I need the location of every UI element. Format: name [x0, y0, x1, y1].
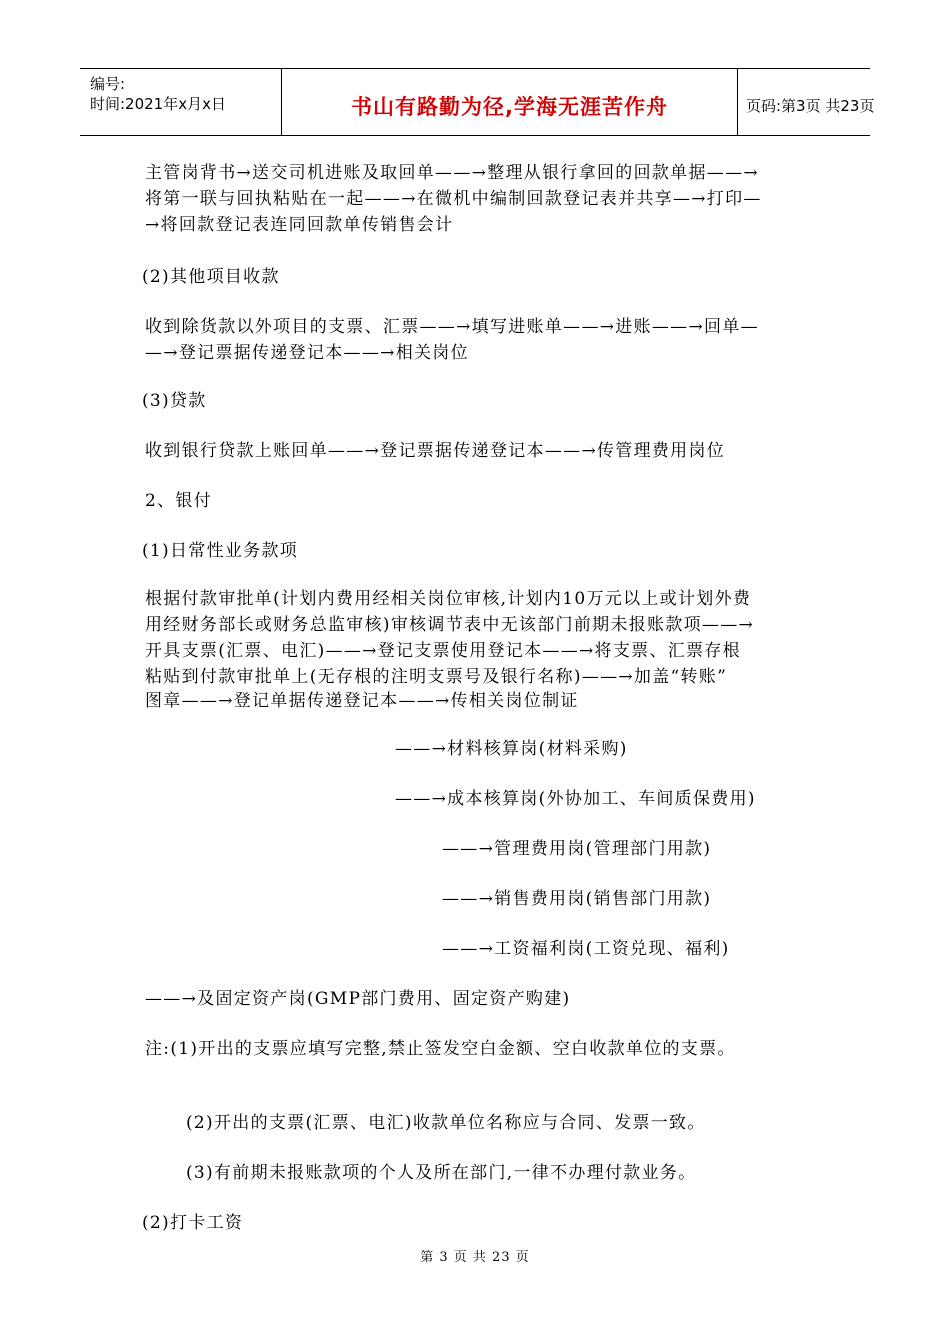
- body-line: —→登记票据传递登记本——→相关岗位: [145, 343, 469, 363]
- body-line: 开具支票(汇票、电汇)——→登记支票使用登记本——→将支票、汇票存根: [145, 641, 741, 661]
- document-header: [80, 68, 875, 136]
- note-line: (2)开出的支票(汇票、电汇)收款单位名称应与合同、发票一致。: [186, 1113, 706, 1133]
- body-line: 主管岗背书→送交司机进账及取回单——→整理从银行拿回的回款单据——→: [145, 163, 759, 183]
- body-line: →将回款登记表连同回款单传销售会计: [145, 215, 454, 235]
- section-heading: 2、银付: [145, 491, 213, 511]
- flow-branch: ——→材料核算岗(材料采购): [395, 739, 628, 759]
- flow-branch: ——→及固定资产岗(GMP部门费用、固定资产购建): [145, 989, 571, 1009]
- time-label: 时间:2021年x月x日: [90, 95, 226, 113]
- body-line: 将第一联与回执粘贴在一起——→在微机中编制回款登记表并共享—→打印—: [145, 189, 762, 209]
- flow-branch: ——→管理费用岗(管理部门用款): [442, 839, 712, 859]
- section-heading: (2)其他项目收款: [142, 267, 280, 287]
- section-heading: (1)日常性业务款项: [142, 541, 299, 561]
- page-footer: 第 3 页 共 23 页: [420, 1250, 530, 1265]
- body-line: 用经财务部长或财务总监审核)审核调节表中无该部门前期未报账款项——→: [145, 615, 755, 635]
- header-motto-cell: [282, 69, 738, 135]
- note-line: 注:(1)开出的支票应填写完整,禁止签发空白金额、空白收款单位的支票。: [145, 1039, 736, 1059]
- flow-branch: ——→销售费用岗(销售部门用款): [442, 889, 712, 909]
- body-line: 图章——→登记单据传递登记本——→传相关岗位制证: [145, 691, 579, 711]
- flow-branch: ——→工资福利岗(工资兑现、福利): [442, 939, 730, 959]
- flow-branch: ——→成本核算岗(外协加工、车间质保费用): [395, 789, 756, 809]
- motto-text: 书山有路勤为径,学海无涯苦作舟: [351, 95, 668, 119]
- page-info: 页码:第3页 共23页: [746, 97, 875, 115]
- body-line: 收到除货款以外项目的支票、汇票——→填写进账单——→进账——→回单—: [145, 317, 759, 337]
- body-line: 收到银行贷款上账回单——→登记票据传递登记本——→传管理费用岗位: [145, 441, 726, 461]
- note-line: (3)有前期未报账款项的个人及所在部门,一律不办理付款业务。: [186, 1163, 697, 1183]
- number-label: 编号:: [90, 75, 126, 93]
- section-heading: (2)打卡工资: [142, 1213, 244, 1233]
- body-line: 根据付款审批单(计划内费用经相关岗位审核,计划内10万元以上或计划外费: [145, 589, 752, 609]
- header-meta-cell: [80, 69, 282, 135]
- body-line: 粘贴到付款审批单上(无存根的注明支票号及银行名称)——→加盖“转账”: [145, 667, 728, 687]
- section-heading: (3)贷款: [142, 391, 207, 411]
- header-page-cell: [738, 69, 875, 135]
